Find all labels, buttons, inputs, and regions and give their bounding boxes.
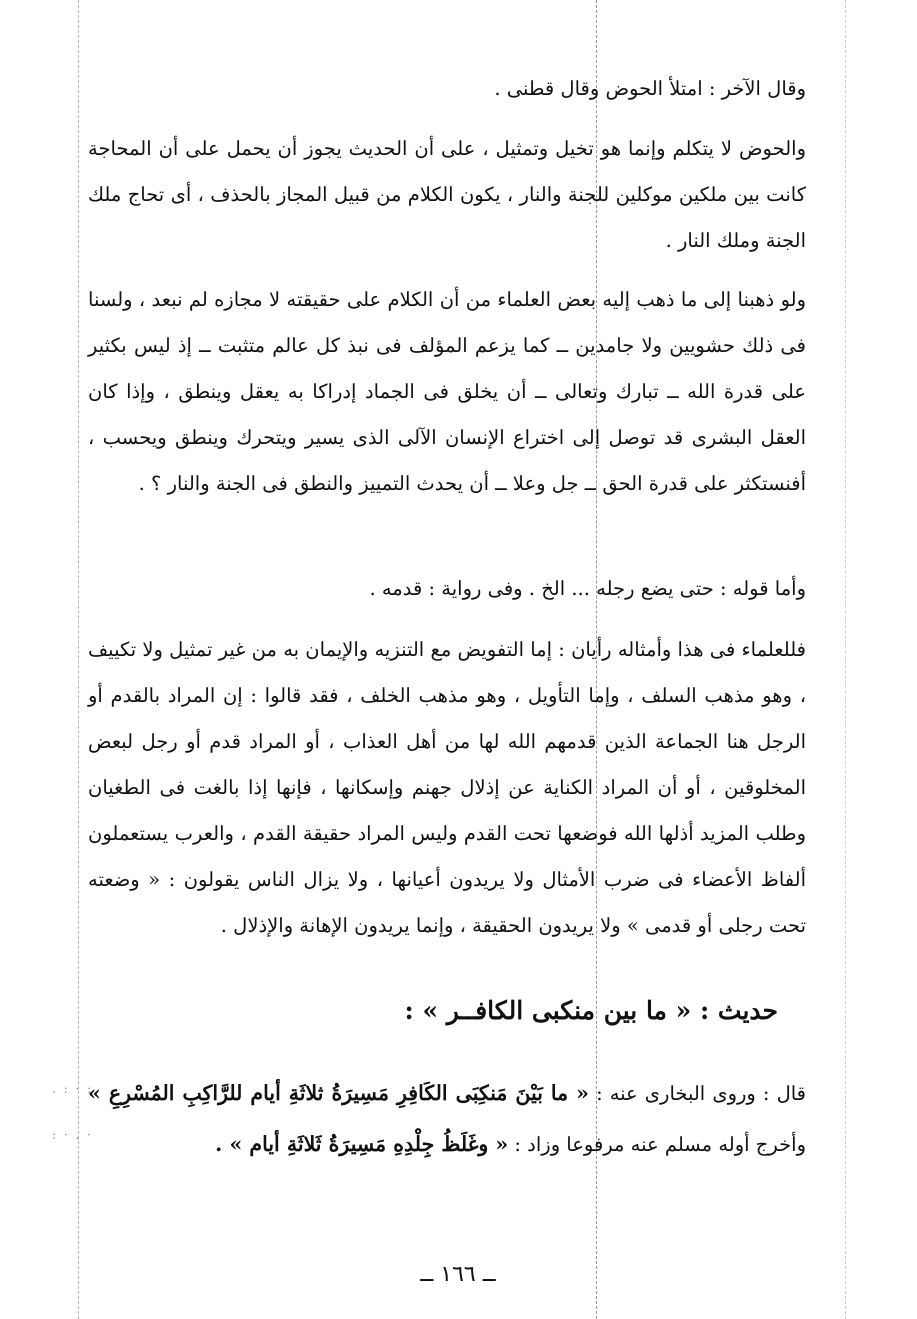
paragraph-5: فللعلماء فى هذا وأمثاله رأيان : إما التفويض مع التنزيه والإيمان به من غير تمثيل ولا تكييف ، وهو مذهب السلف ، وإما التأويل ، وهو مذهب الخلف ، فقد قالوا : إن المراد بالقدم أو الرجل هنا الجماعة الذين قدمهم الله لها من أهل العذاب ، أو المراد قدم أو رجل لبعض المخلوقين ، أو أن المراد الكناية عن إذلال جهنم وإسكانها ، فإنها إذا بالغت فى الطغيان وطلب المزيد أذلها الله فوضعها تحت القدم وليس المراد حقيقة القدم ، والعرب يستعملون ألفاظ الأعضاء فى ضرب الأمثال ولا يريدون أعيانها ، ولا يزال الناس يقولون : « وضعته تحت رجلى أو قدمى » ولا يريدون الحقيقة ، وإنما يريدون الإهانة والإذلال . bbox=[88, 638, 806, 937]
hadith-quote-2: « وغَلَظُ جِلْدِهِ مَسِيرَةُ ثَلاثَةِ أيام » . bbox=[215, 1132, 509, 1156]
paragraph-1: وقال الآخر : امتلأ الحوض وقال قطنى . bbox=[494, 77, 806, 100]
paragraph-3: ولو ذهبنا إلى ما ذهب إليه بعض العلماء من أن الكلام على حقيقته لا مجازه لم نبعد ، ولسنا فى ذلك حشويين ولا جامدين ــ كما يزعم المؤلف فى نبذ كل عالم متثبت ــ إذ ليس بكثير على قدرة الله ــ تبارك وتعالى ــ أن يخلق فى الجماد إدراكا به يعقل وينطق ، وإذا كان العقل البشرى قد توصل إلى اختراع الإنسان الآلى الذى يسير ويتحرك وينطق ويحسب ، أفنستكثر على قدرة الحق ــ جل وعلا ــ أن يحدث التمييز والنطق فى الجنة والنار ؟ . bbox=[88, 288, 806, 495]
scan-fold-line bbox=[845, 0, 846, 1319]
paragraph-2: والحوض لا يتكلم وإنما هو تخيل وتمثيل ، على أن الحديث يجوز أن يحمل على أن المحاجة كانت بين ملكين موكلين للجنة والنار ، يكون الكلام من قبيل المجاز بالحذف ، أى تحاج ملك الجنة وملك النار . bbox=[88, 137, 806, 252]
hadith-middle: وأخرج أوله مسلم عنه مرفوعا وزاد : bbox=[508, 1133, 806, 1156]
scan-speckle: . : · : bbox=[52, 1082, 94, 1096]
hadith-intro: قال : وروى البخارى عنه : bbox=[588, 1082, 806, 1105]
page-number: ــ ١٦٦ ــ bbox=[420, 1262, 496, 1287]
paragraph-4: وأما قوله : حتى يضع رجله ... الخ . وفى رواية : قدمه . bbox=[369, 577, 806, 600]
section-heading: حديث : « ما بين منكبى الكافــر » : bbox=[404, 996, 778, 1025]
scan-speckle: : · . · bbox=[52, 1128, 93, 1142]
paragraph-6 bbox=[88, 1068, 806, 1170]
hadith-quote-1: « ما بَيْنَ مَنكِبَى الكَافِرِ مَسِيرَةُ ثلاثَةِ أيام للرَّاكِبِ المُسْرِعِ » bbox=[88, 1081, 589, 1105]
scan-fold-line bbox=[78, 0, 79, 1319]
